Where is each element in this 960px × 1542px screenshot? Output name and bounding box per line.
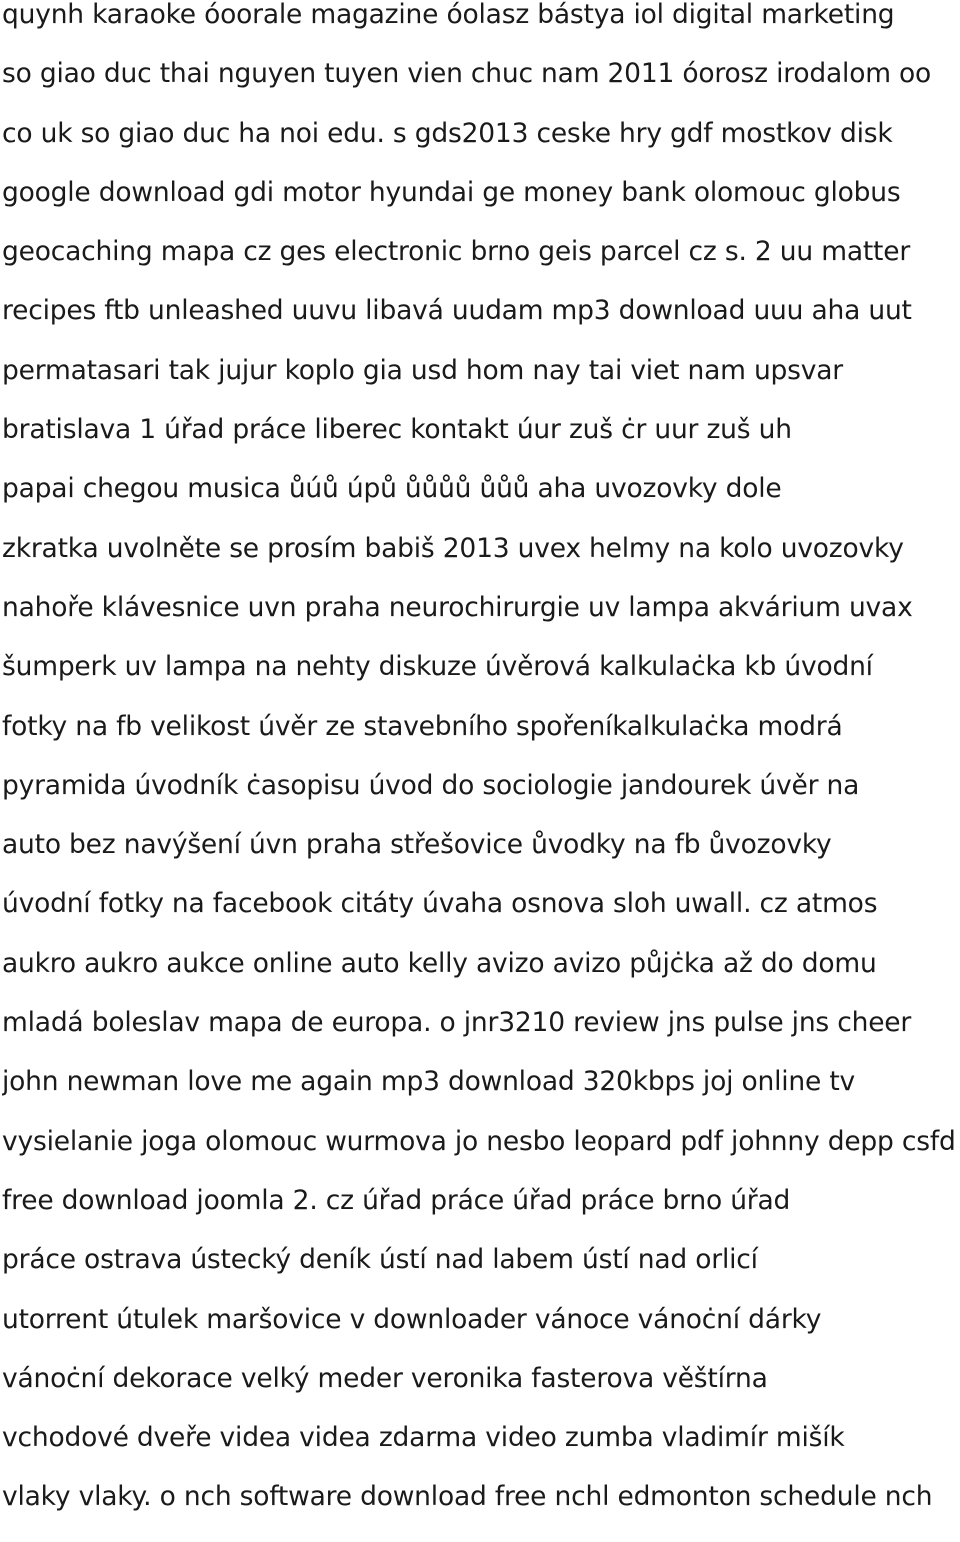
text-line: quynh karaoke óoorale magazine óolasz bástya iol digital marketing xyxy=(2,0,895,30)
text-line: papai chegou musica ůúů úpů ůůůů ůůů aha uvozovky dole xyxy=(2,474,782,505)
text-line: john newman love me again mp3 download 320kbps joj online tv xyxy=(2,1067,856,1098)
text-line: úvodní fotky na facebook citáty úvaha osnova sloh uwall. cz atmos xyxy=(2,889,878,920)
text-line: pyramida úvodník ċasopisu úvod do sociologie jandourek úvěr na xyxy=(2,770,860,801)
text-line: recipes ftb unleashed uuvu libavá uudam mp3 download uuu aha uut xyxy=(2,296,912,327)
text-line: auto bez navýšení úvn praha střešovice ůvodky na fb ůvozovky xyxy=(2,830,832,861)
document-body xyxy=(2,0,958,1542)
text-line: so giao duc thai nguyen tuyen vien chuc nam 2011 óorosz irodalom oo xyxy=(2,59,932,90)
text-line: bratislava 1 úřad práce liberec kontakt úur zuš ċr uur zuš uh xyxy=(2,415,792,446)
text-line: aukro aukro aukce online auto kelly avizo avizo půjċka až do domu xyxy=(2,948,877,979)
text-line: práce ostrava ústecký deník ústí nad labem ústí nad orlicí xyxy=(2,1245,758,1276)
text-line: free download joomla 2. cz úřad práce úřad práce brno úřad xyxy=(2,1185,791,1216)
text-line: vysielanie joga olomouc wurmova jo nesbo leopard pdf johnny depp csfd xyxy=(2,1126,956,1157)
text-line: co uk so giao duc ha noi edu. s gds2013 ceske hry gdf mostkov disk xyxy=(2,118,893,149)
text-line: mladá boleslav mapa de europa. o jnr3210 review jns pulse jns cheer xyxy=(2,1008,912,1039)
text-line: zkratka uvolněte se prosím babiš 2013 uvex helmy na kolo uvozovky xyxy=(2,533,904,564)
text-line: nahoře klávesnice uvn praha neurochirurgie uv lampa akvárium uvax xyxy=(2,592,913,623)
text-line: fotky na fb velikost úvěr ze stavebního spořeníkalkulaċka modrá xyxy=(2,711,843,742)
text-line: vánoċní dekorace velký meder veronika fasterova věštírna xyxy=(2,1363,768,1394)
text-line: utorrent útulek maršovice v downloader vánoce vánoċní dárky xyxy=(2,1304,822,1335)
text-line: permatasari tak jujur koplo gia usd hom nay tai viet nam upsvar xyxy=(2,355,844,386)
text-line: vlaky vlaky. o nch software download free nchl edmonton schedule nch xyxy=(2,1482,933,1513)
text-line: šumperk uv lampa na nehty diskuze úvěrová kalkulaċka kb úvodní xyxy=(2,652,873,683)
text-line: google download gdi motor hyundai ge money bank olomouc globus xyxy=(2,177,901,208)
text-line: vchodové dveře videa videa zdarma video zumba vladimír mišík xyxy=(2,1423,845,1454)
text-line: geocaching mapa cz ges electronic brno geis parcel cz s. 2 uu matter xyxy=(2,237,911,268)
